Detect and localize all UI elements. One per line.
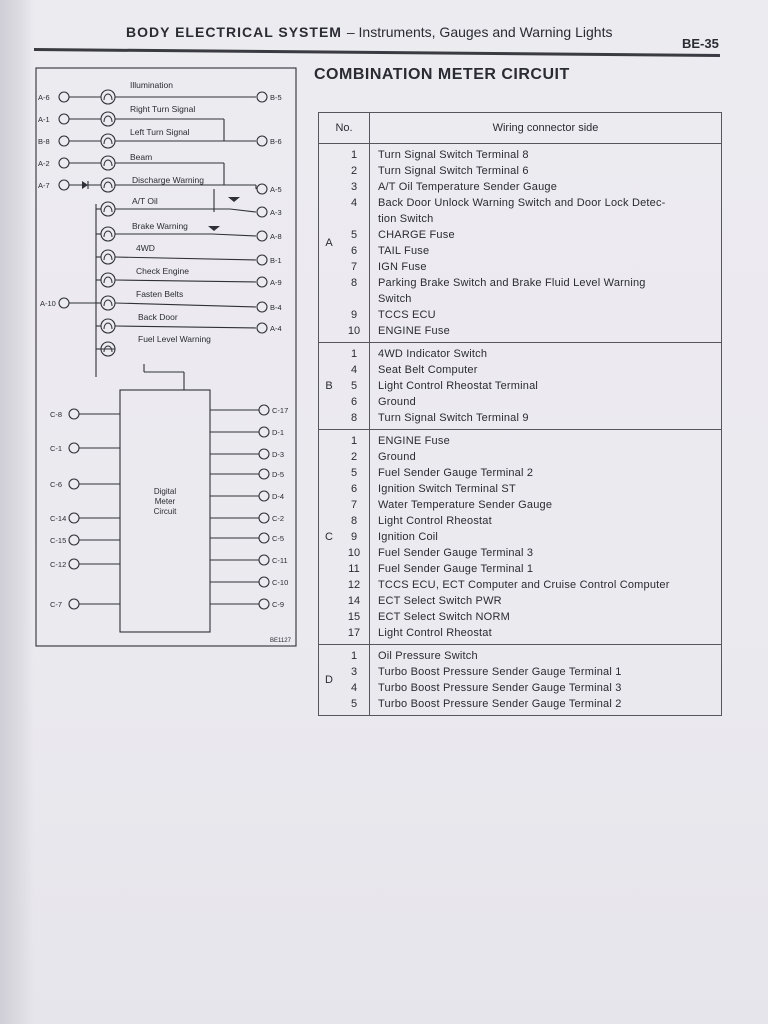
wire xyxy=(212,234,256,236)
terminal-label: A-4 xyxy=(270,324,282,333)
terminal-number: 6 xyxy=(339,394,370,410)
table-row xyxy=(319,227,722,243)
terminal-number: 2 xyxy=(339,449,370,465)
terminal-circle xyxy=(69,479,79,489)
wire xyxy=(230,209,256,212)
connector-group-letter: B xyxy=(319,343,340,430)
wiring-description: Turbo Boost Pressure Sender Gauge Terminal 1 xyxy=(370,664,722,680)
header-subtitle: – Instruments, Gauges and Warning Lights xyxy=(346,24,613,40)
terminal-circle xyxy=(59,136,69,146)
header-main-title: BODY ELECTRICAL SYSTEM xyxy=(126,24,342,40)
terminal-number: 11 xyxy=(339,561,370,577)
terminal-number: 9 xyxy=(339,529,370,545)
wiring-description: Turn Signal Switch Terminal 9 xyxy=(370,410,722,430)
lamp-icon xyxy=(101,90,115,104)
lamp-icon xyxy=(101,296,115,310)
terminal-circle xyxy=(257,136,267,146)
terminal-label: B-6 xyxy=(270,137,282,146)
terminal-number xyxy=(339,291,370,307)
table-row xyxy=(319,163,722,179)
header-title xyxy=(126,24,612,40)
terminal-number: 7 xyxy=(339,497,370,513)
circuit-diagram xyxy=(34,64,300,650)
terminal-label: A-2 xyxy=(38,159,50,168)
terminal-label: A-9 xyxy=(270,278,282,287)
wiring-description: Fuel Sender Gauge Terminal 1 xyxy=(370,561,722,577)
terminal-label: C-14 xyxy=(50,514,67,523)
wiring-description: A/T Oil Temperature Sender Gauge xyxy=(370,179,722,195)
terminal-circle xyxy=(59,298,69,308)
lamp-icon xyxy=(101,227,115,241)
terminal-number: 14 xyxy=(339,593,370,609)
meter-label: Meter xyxy=(154,497,176,506)
wire xyxy=(115,280,256,282)
terminal-number: 5 xyxy=(339,378,370,394)
terminal-circle xyxy=(257,302,267,312)
table-row xyxy=(319,497,722,513)
terminal-circle xyxy=(259,599,269,609)
table-row xyxy=(319,394,722,410)
section-title: COMBINATION METER CIRCUIT xyxy=(314,66,570,83)
table-row xyxy=(319,378,722,394)
terminal-label: D-3 xyxy=(272,450,285,459)
terminal-circle xyxy=(257,231,267,241)
table-row xyxy=(319,561,722,577)
wiring-description: Switch xyxy=(370,291,722,307)
lamp-label: Discharge Warning xyxy=(132,175,204,185)
diode-icon xyxy=(208,226,220,231)
table-row xyxy=(319,259,722,275)
terminal-number: 1 xyxy=(339,144,370,164)
table-row xyxy=(319,680,722,696)
diode-icon xyxy=(82,181,88,189)
lamp-label: Fasten Belts xyxy=(136,289,184,299)
terminal-number: 3 xyxy=(339,664,370,680)
header-no: No. xyxy=(319,113,370,144)
table-row xyxy=(319,645,722,665)
terminal-number: 15 xyxy=(339,609,370,625)
wiring-description: Fuel Sender Gauge Terminal 3 xyxy=(370,545,722,561)
terminal-label: C-1 xyxy=(50,444,63,453)
wiring-description: TCCS ECU, ECT Computer and Cruise Control Computer xyxy=(370,577,722,593)
table-row xyxy=(319,545,722,561)
terminal-circle xyxy=(259,449,269,459)
terminal-circle xyxy=(257,207,267,217)
lamp-label: Brake Warning xyxy=(132,221,188,231)
lamp-label: Back Door xyxy=(138,312,178,322)
terminal-circle xyxy=(259,469,269,479)
lamp-icon xyxy=(101,319,115,333)
figure-code: BE1127 xyxy=(270,638,291,644)
wiring-description: Fuel Sender Gauge Terminal 2 xyxy=(370,465,722,481)
wiring-description: 4WD Indicator Switch xyxy=(370,343,722,363)
header-wiring-side: Wiring connector side xyxy=(370,113,722,144)
wiring-description: Turn Signal Switch Terminal 8 xyxy=(370,144,722,164)
terminal-number: 3 xyxy=(339,179,370,195)
meter-label: Digital xyxy=(153,487,177,496)
terminal-circle xyxy=(69,409,79,419)
terminal-number: 17 xyxy=(339,625,370,645)
lamp-icon xyxy=(101,112,115,126)
terminal-number: 4 xyxy=(339,680,370,696)
table-row xyxy=(319,449,722,465)
table-row xyxy=(319,362,722,378)
terminal-circle xyxy=(257,92,267,102)
wiring-description: Ground xyxy=(370,394,722,410)
terminal-label: A-3 xyxy=(270,208,282,217)
terminal-number: 8 xyxy=(339,275,370,291)
terminal-label: C-5 xyxy=(272,534,285,543)
table-row xyxy=(319,481,722,497)
table-row xyxy=(319,243,722,259)
wiring-description: Ground xyxy=(370,449,722,465)
table-row xyxy=(319,664,722,680)
lamp-icon xyxy=(101,156,115,170)
table-row xyxy=(319,343,722,363)
wiring-description: Ignition Switch Terminal ST xyxy=(370,481,722,497)
terminal-circle xyxy=(59,180,69,190)
wiring-description: Light Control Rheostat Terminal xyxy=(370,378,722,394)
terminal-number xyxy=(339,211,370,227)
diode-icon xyxy=(228,197,240,202)
terminal-label: A-1 xyxy=(38,115,50,124)
wire xyxy=(115,257,256,260)
terminal-label: B-4 xyxy=(270,303,282,312)
terminal-circle xyxy=(259,533,269,543)
terminal-label: D-1 xyxy=(272,428,285,437)
terminal-number: 2 xyxy=(339,163,370,179)
wiring-description: Turbo Boost Pressure Sender Gauge Terminal 3 xyxy=(370,680,722,696)
terminal-number: 6 xyxy=(339,481,370,497)
table-row xyxy=(319,291,722,307)
wiring-description: tion Switch xyxy=(370,211,722,227)
terminal-circle xyxy=(59,158,69,168)
terminal-circle xyxy=(69,443,79,453)
lamp-label: 4WD xyxy=(136,243,155,253)
terminal-number: 4 xyxy=(339,195,370,211)
lamp-label: Right Turn Signal xyxy=(130,104,196,114)
lamp-icon xyxy=(101,250,115,264)
terminal-label: C-6 xyxy=(50,480,63,489)
terminal-label: A-10 xyxy=(40,299,56,308)
wiring-description: IGN Fuse xyxy=(370,259,722,275)
connector-group-letter: A xyxy=(319,144,340,343)
table-row xyxy=(319,179,722,195)
terminal-circle xyxy=(69,513,79,523)
terminal-number: 9 xyxy=(339,307,370,323)
table-row xyxy=(319,465,722,481)
wiring-description: Light Control Rheostat xyxy=(370,625,722,645)
terminal-label: A-5 xyxy=(270,185,282,194)
table-row xyxy=(319,323,722,343)
terminal-number: 4 xyxy=(339,362,370,378)
table-row xyxy=(319,430,722,450)
wiring-description: Turbo Boost Pressure Sender Gauge Terminal 2 xyxy=(370,696,722,716)
lamp-label: Fuel Level Warning xyxy=(138,334,211,344)
wiring-description: TAIL Fuse xyxy=(370,243,722,259)
page-number: BE-35 xyxy=(682,36,719,51)
terminal-number: 1 xyxy=(339,645,370,665)
lamp-icon xyxy=(101,273,115,287)
table-row xyxy=(319,410,722,430)
terminal-number: 10 xyxy=(339,545,370,561)
terminal-label: C-17 xyxy=(272,406,289,415)
terminal-label: A-8 xyxy=(270,232,282,241)
terminal-label: C-15 xyxy=(50,536,67,545)
terminal-label: B-5 xyxy=(270,93,282,102)
terminal-label: C-9 xyxy=(272,600,285,609)
terminal-circle xyxy=(257,255,267,265)
table-row xyxy=(319,529,722,545)
table-row xyxy=(319,144,722,164)
lamp-icon xyxy=(101,202,115,216)
wiring-description: Parking Brake Switch and Brake Fluid Level Warning xyxy=(370,275,722,291)
lamp-label: Illumination xyxy=(130,80,173,90)
terminal-label: D-5 xyxy=(272,470,285,479)
terminal-label: A-7 xyxy=(38,181,50,190)
terminal-circle xyxy=(259,555,269,565)
terminal-number: 5 xyxy=(339,465,370,481)
wiring-description: ECT Select Switch NORM xyxy=(370,609,722,625)
header-rule xyxy=(34,48,720,57)
wire xyxy=(115,326,256,328)
lamp-label: A/T Oil xyxy=(132,196,158,206)
wiring-description: Turn Signal Switch Terminal 6 xyxy=(370,163,722,179)
table-row xyxy=(319,625,722,645)
terminal-circle xyxy=(259,491,269,501)
meter-label: Circuit xyxy=(153,507,177,516)
wiring-description: TCCS ECU xyxy=(370,307,722,323)
table-row xyxy=(319,593,722,609)
terminal-label: C-2 xyxy=(272,514,285,523)
terminal-circle xyxy=(69,599,79,609)
table-row xyxy=(319,275,722,291)
terminal-label: B-8 xyxy=(38,137,50,146)
terminal-label: B-1 xyxy=(270,256,282,265)
terminal-number: 8 xyxy=(339,513,370,529)
terminal-label: D-4 xyxy=(272,492,285,501)
terminal-circle xyxy=(257,323,267,333)
terminal-circle xyxy=(69,535,79,545)
table-row xyxy=(319,609,722,625)
terminal-circle xyxy=(259,405,269,415)
lamp-icon xyxy=(101,134,115,148)
terminal-circle xyxy=(259,513,269,523)
terminal-number: 5 xyxy=(339,696,370,716)
terminal-circle xyxy=(69,559,79,569)
terminal-number: 7 xyxy=(339,259,370,275)
connector-group-letter: C xyxy=(319,430,340,645)
wiring-description: ENGINE Fuse xyxy=(370,323,722,343)
table-row xyxy=(319,513,722,529)
terminal-number: 5 xyxy=(339,227,370,243)
terminal-label: A-6 xyxy=(38,93,50,102)
lamp-label: Beam xyxy=(130,152,153,162)
table-row xyxy=(319,307,722,323)
terminal-label: C-10 xyxy=(272,578,289,587)
terminal-number: 10 xyxy=(339,323,370,343)
terminal-label: C-8 xyxy=(50,410,63,419)
connector-group-letter: D xyxy=(319,645,340,716)
terminal-number: 12 xyxy=(339,577,370,593)
wiring-description: ENGINE Fuse xyxy=(370,430,722,450)
wiring-description: Ignition Coil xyxy=(370,529,722,545)
terminal-label: C-11 xyxy=(272,556,288,565)
table-row xyxy=(319,211,722,227)
wiring-description: Light Control Rheostat xyxy=(370,513,722,529)
wiring-description: Oil Pressure Switch xyxy=(370,645,722,665)
table-row xyxy=(319,195,722,211)
terminal-circle xyxy=(259,577,269,587)
terminal-circle xyxy=(257,277,267,287)
terminal-label: C-12 xyxy=(50,560,67,569)
wiring-description: Seat Belt Computer xyxy=(370,362,722,378)
lamp-icon xyxy=(101,178,115,192)
terminal-number: 6 xyxy=(339,243,370,259)
wiring-description: Back Door Unlock Warning Switch and Door Lock Detec- xyxy=(370,195,722,211)
terminal-circle xyxy=(59,92,69,102)
terminal-label: C-7 xyxy=(50,600,63,609)
wiring-description: Water Temperature Sender Gauge xyxy=(370,497,722,513)
terminal-number: 1 xyxy=(339,430,370,450)
wiring-description: ECT Select Switch PWR xyxy=(370,593,722,609)
lamp-label: Check Engine xyxy=(136,266,189,276)
connector-table xyxy=(318,112,722,716)
wiring-description: CHARGE Fuse xyxy=(370,227,722,243)
page-shadow xyxy=(0,0,34,1024)
wire xyxy=(115,303,256,307)
table-row xyxy=(319,696,722,716)
terminal-number: 1 xyxy=(339,343,370,363)
terminal-circle xyxy=(59,114,69,124)
terminal-circle xyxy=(257,184,267,194)
terminal-number: 8 xyxy=(339,410,370,430)
terminal-circle xyxy=(259,427,269,437)
lamp-label: Left Turn Signal xyxy=(130,127,190,137)
table-row xyxy=(319,577,722,593)
